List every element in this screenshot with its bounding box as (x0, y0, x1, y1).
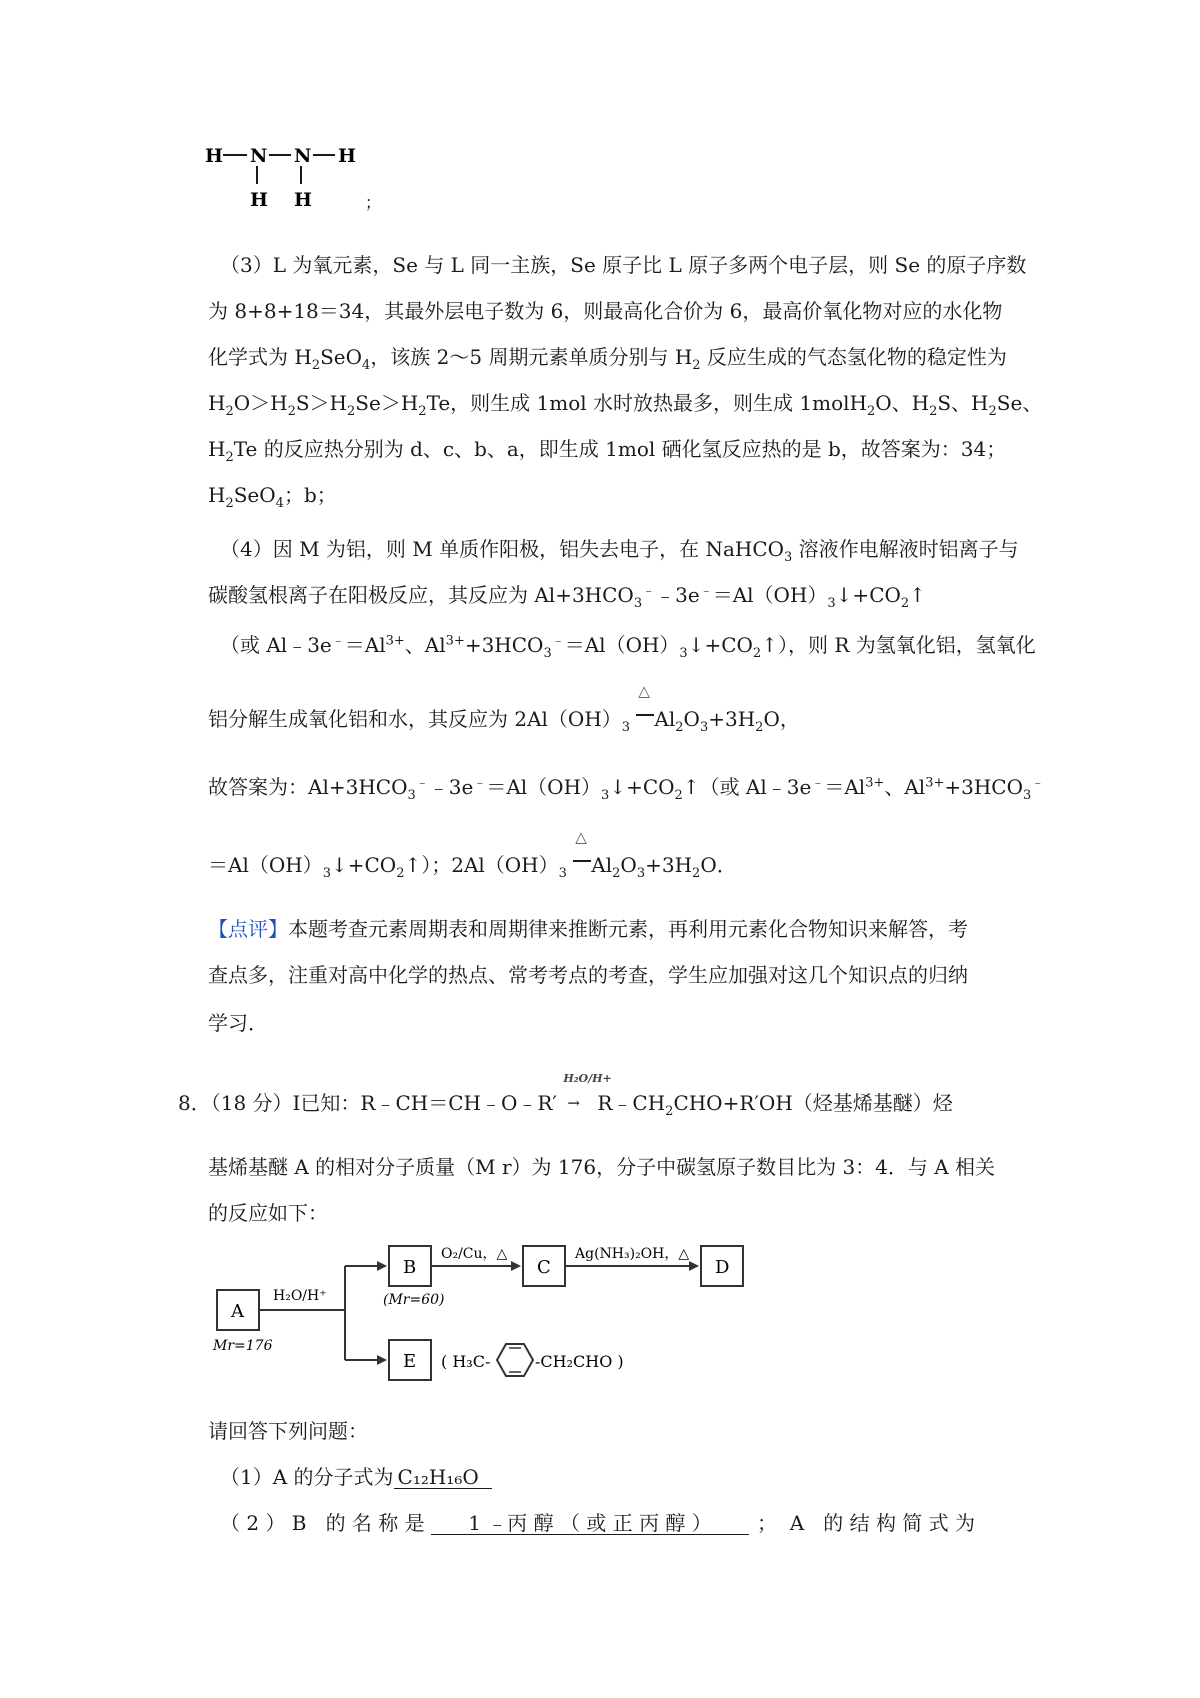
compound-c-label: C (537, 1257, 551, 1278)
compound-a-label: A (231, 1301, 244, 1322)
step3-condition: Ag(NH₃)₂OH，△ (575, 1246, 690, 1262)
p3-line3: 化学式为 $H_2SeO_4$，该族 2～5 周期元素单质分别与 $H_2$ 反应生成的气态氢化物的稳定性为 (208, 345, 1007, 373)
q8-line1: 8．（18 分）Ⅰ已知：R﹣CH＝CH﹣O﹣R′ H₂O/H+ → $R﹣CH_2CHO+R'OH$（烃基烯基醚）烃 (178, 1072, 953, 1119)
hydrazine-structure (205, 140, 382, 220)
review-line2: 查点多，注重对高中化学的热点、常考考点的考查，学生应加强对这几个知识点的归纳 (208, 963, 968, 987)
p3-line2: 为 8+8+18＝34，其最外层电子数为 6，则最高化合价为 6，最高价氧化物对应的水化物 (208, 299, 1003, 323)
p4-line2: 碳酸氢根离子在阳极反应，其反应为 $Al+3HCO_3^﹣﹣3e^﹣=Al(OH)_3↓+CO_2↑$ (208, 583, 926, 611)
p4-line4: 铝分解生成氧化铝和水，其反应为 $2Al(OH)_3$ △ $Al_2O_3+3H_2O$， (208, 682, 800, 735)
struct-end: ； (365, 193, 382, 212)
question-1: （1）A 的分子式为 C₁₂H₁₆O (220, 1464, 1040, 1490)
p3-line4: $H_2O>H_2S>H_2Se>H_2Te$，则生成 1mol 水时放热最多，则生成 1molH$_2$O、$H_2S$、$H_2Se$、 (208, 391, 1043, 419)
question-2: （ 2 ） B 的 名 称 是 1 ﹣丙 醇 （ 或 正 丙 醇 ） ； A 的 结 构 简 式 为 (220, 1511, 976, 1535)
q8-line3: 的反应如下： (208, 1201, 328, 1225)
reaction-arrow: H₂O/H+ → (563, 1072, 612, 1112)
p4-line6: $=Al(OH)_3↓+CO_2↑$）；$2Al(OH)_3$ △ $Al_2O_3+3H_2O$． (208, 828, 737, 881)
compound-b-mr: (Mr=60) (383, 1292, 445, 1308)
compound-e-struct-left: ( H₃C- (441, 1352, 491, 1371)
compound-b-label: B (403, 1257, 417, 1278)
struct-atom: H (338, 145, 356, 167)
benzene-ring (497, 1344, 533, 1376)
reaction-scheme (205, 1238, 825, 1398)
q8-line2: 基烯基醚 A 的相对分子质量（M r）为 176，分子中碳氢原子数目比为 3：4．与 A 相关 (208, 1155, 996, 1179)
review-tag: 【点评】 (208, 917, 288, 941)
compound-d-label: D (715, 1257, 730, 1278)
p4-line3: （或 $Al﹣3e^﹣=Al^{3+}$、$Al^{3+}+3HCO_3^﹣=Al(OH)_3↓+CO_2↑$），则 R 为氢氧化铝，氢氧化 (220, 633, 1036, 661)
compound-e-struct-right: -CH₂CHO ) (535, 1352, 624, 1371)
p4-line1: （4）因 M 为铝，则 M 单质作阳极，铝失去电子，在 NaHCO$_3$ 溶液作电解液时铝离子与 (220, 537, 1019, 565)
answer-2: 1 ﹣丙 醇 （ 或 正 丙 醇 ） (431, 1512, 749, 1535)
step1-condition: H₂O/H⁺ (273, 1288, 327, 1304)
compound-e-label: E (403, 1351, 417, 1372)
heat-arrow: △ (636, 704, 654, 730)
struct-atom: H (250, 189, 268, 211)
p3-line6: $H_2SeO_4$；b； (208, 483, 337, 511)
struct-atom: N (294, 145, 312, 167)
answer-1: C₁₂H₁₆O (394, 1466, 492, 1489)
step2-condition: O₂/Cu，△ (441, 1246, 508, 1262)
p3-line1: （3）L 为氧元素，Se 与 L 同一主族，Se 原子比 L 原子多两个电子层，则 Se 的原子序数 (220, 253, 1027, 277)
questions-prompt: 请回答下列问题： (208, 1419, 368, 1443)
struct-atom: H (294, 189, 312, 211)
review-line1: 【点评】本题考查元素周期表和周期律来推断元素，再利用元素化合物知识来解答，考 (208, 917, 968, 941)
compound-a-mr: Mr=176 (213, 1338, 273, 1354)
review-line3: 学习． (208, 1011, 268, 1035)
p4-line5: 故答案为：$Al+3HCO_3^﹣﹣3e^﹣=Al(OH)_3↓+CO_2↑$（或 $Al﹣3e^﹣=Al^{3+}$、$Al^{3+}+3HCO_3^﹣$ (208, 775, 1045, 803)
p3-line5: $H_2Te$ 的反应热分别为 d、c、b、a，即生成 1mol 硒化氢反应热的是 b，故答案为：34； (208, 437, 1007, 465)
struct-atom: N (250, 145, 268, 167)
heat-arrow: △ (573, 850, 591, 876)
struct-atom: H (205, 145, 223, 167)
